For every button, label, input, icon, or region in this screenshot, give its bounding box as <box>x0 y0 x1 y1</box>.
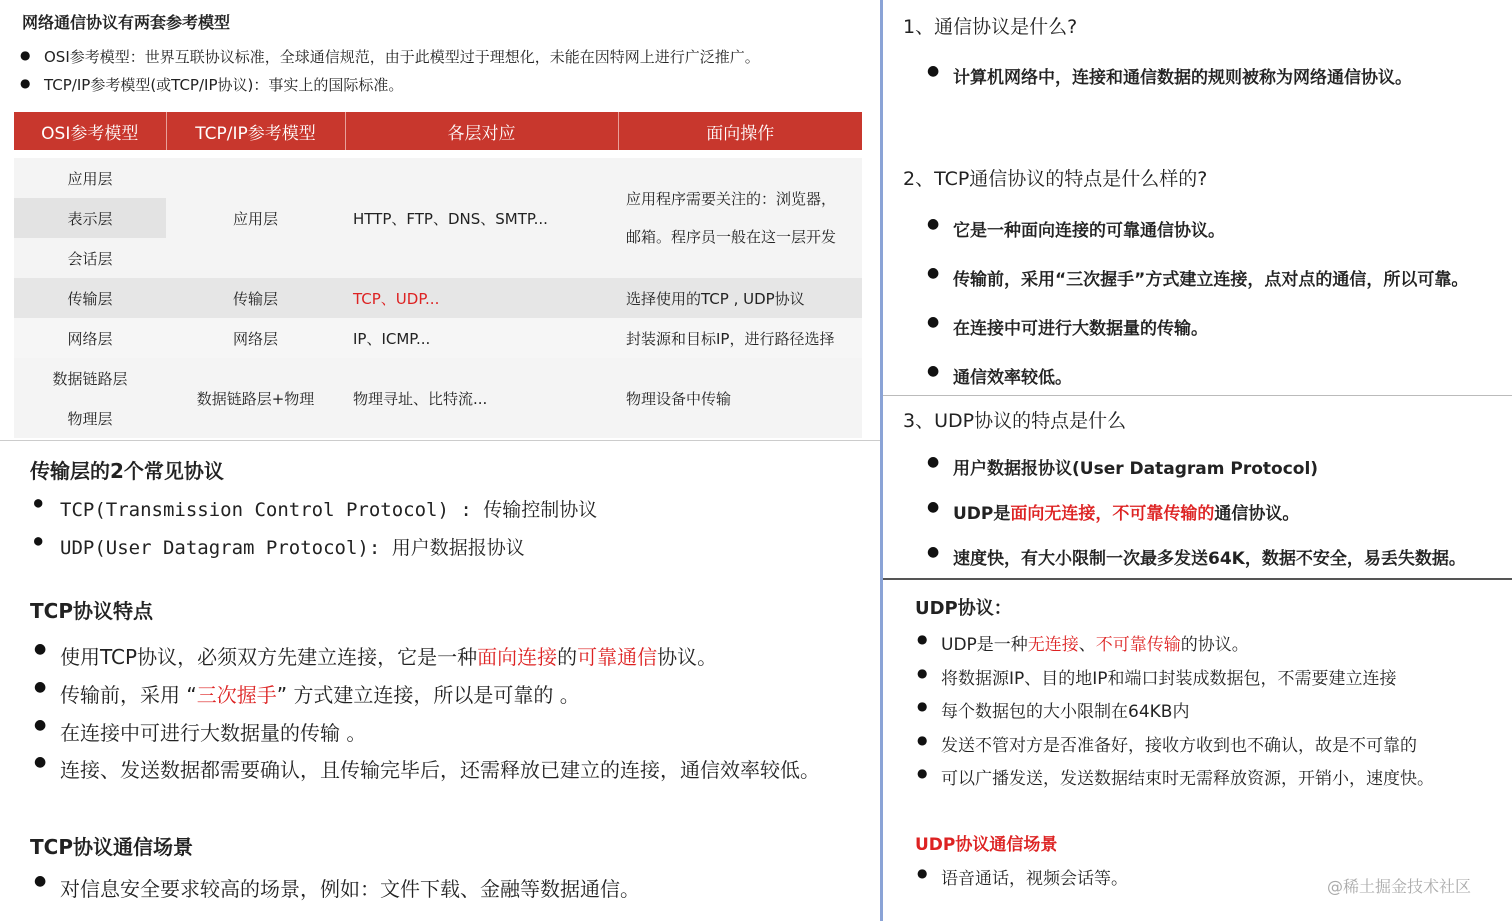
udp-feature: ● 将数据源IP、目的地IP和端口封装成数据包，不需要建立连接 <box>941 664 1397 689</box>
table-header <box>14 112 862 150</box>
osi-cell: 表示层 <box>14 198 166 238</box>
section-heading: UDP协议通信场景 <box>915 835 1058 855</box>
ops-cell: 物理设备中传输 <box>618 358 862 438</box>
tcp-feature <box>60 641 717 670</box>
udp-panel <box>883 580 1512 921</box>
protocol-tcp <box>60 495 597 522</box>
text: 协议。 <box>657 645 718 669</box>
protocol-name: UDP(User Datagram Protocol): <box>60 537 392 559</box>
osi-cell: 数据链路层 <box>14 358 166 398</box>
text: ” 方式建立连接，所以是可靠的 。 <box>276 683 580 707</box>
highlight: 三次握手 <box>196 683 277 707</box>
osi-cell: 会话层 <box>14 238 166 278</box>
ops-line: 应用程序需要关注的：浏览器， <box>626 190 837 208</box>
question: 2、TCP通信协议的特点是什么样的? <box>903 168 1208 190</box>
watermark: @稀土掘金技术社区 <box>1327 877 1472 896</box>
highlight: 面向无连接，不可靠传输的 <box>1010 504 1215 524</box>
section-heading: UDP协议： <box>915 598 1012 619</box>
answer <box>953 499 1299 524</box>
osi-cell: 网络层 <box>14 318 166 358</box>
answer: ● 速度快，有大小限制一次最多发送64K，数据不安全，易丢失数据。 <box>953 544 1466 569</box>
table-row <box>14 358 862 398</box>
mapping-cell: IP、ICMP... <box>345 318 618 358</box>
osi-cell: 传输层 <box>14 278 166 318</box>
udp-feature: ● 可以广播发送，发送数据结束时无需释放资源，开销小，速度快。 <box>941 764 1434 789</box>
answer: ● 传输前，采用“三次握手”方式建立连接，点对点的通信，所以可靠。 <box>953 265 1468 290</box>
section-heading: TCP协议特点 <box>30 599 153 623</box>
panel-title: 网络通信协议有两套参考模型 <box>22 13 231 32</box>
ops-cell <box>618 158 862 278</box>
tcpip-cell: 网络层 <box>166 318 345 358</box>
text: 的 <box>557 645 578 669</box>
section-heading: TCP协议通信场景 <box>30 835 193 859</box>
udp-feature <box>941 630 1249 655</box>
col-ops: 面向操作 <box>618 112 862 150</box>
answer: ● 用户数据报协议(User Datagram Protocol) <box>953 454 1318 479</box>
ops-line: 邮箱。程序员一般在这一层开发 <box>626 228 837 246</box>
text: UDP是一种 <box>941 635 1028 655</box>
question: 1、通信协议是什么? <box>903 16 1078 38</box>
col-mapping: 各层对应 <box>345 112 618 150</box>
highlight: 面向连接 <box>477 645 558 669</box>
transport-protocols-panel <box>0 440 880 922</box>
text: UDP是 <box>953 504 1011 524</box>
section-heading: 传输层的2个常见协议 <box>30 459 224 483</box>
tcp-feature: ● 连接、发送数据都需要确认，且传输完毕后，还需释放已建立的连接，通信效率较低。 <box>60 754 820 783</box>
mapping-cell: 物理寻址、比特流... <box>345 358 618 438</box>
ops-cell: 选择使用的TCP , UDP协议 <box>618 278 862 318</box>
osi-cell: 应用层 <box>14 158 166 198</box>
mapping-cell: HTTP、FTP、DNS、SMTP... <box>345 158 618 278</box>
model-table <box>14 112 862 438</box>
text: 传输前，采用 “ <box>60 683 197 707</box>
osi-model-panel <box>0 0 880 440</box>
text: 的协议。 <box>1180 635 1249 655</box>
table-row <box>14 318 862 358</box>
tcp-scene: ● 对信息安全要求较高的场景，例如：文件下载、金融等数据通信。 <box>60 873 640 902</box>
udp-feature: ● 每个数据包的大小限制在64KB内 <box>941 697 1189 722</box>
protocol-desc: 用户数据报协议 <box>391 537 525 559</box>
protocol-udp <box>60 533 525 560</box>
udp-scene: ● 语音通话，视频会话等。 <box>941 864 1128 889</box>
answer: ● 通信效率较低。 <box>953 363 1072 388</box>
tcpip-cell: 应用层 <box>166 158 345 278</box>
osi-cell: 物理层 <box>14 398 166 438</box>
highlight: 无连接 <box>1027 635 1079 655</box>
mapping-cell: TCP、UDP... <box>345 278 618 318</box>
question: 3、UDP协议的特点是什么 <box>903 410 1127 432</box>
protocol-name: TCP(Transmission Control Protocol) : <box>60 499 484 521</box>
qa-panel <box>883 0 1512 396</box>
col-osi: OSI参考模型 <box>14 112 166 150</box>
text: 、 <box>1078 635 1096 655</box>
protocol-desc: 传输控制协议 <box>483 499 598 521</box>
tcpip-cell: 传输层 <box>166 278 345 318</box>
intro-tcpip: ● TCP/IP参考模型(或TCP/IP协议)：事实上的国际标准。 <box>44 74 403 95</box>
table-row <box>14 278 862 318</box>
tcp-feature: ● 在连接中可进行大数据量的传输 。 <box>60 717 366 746</box>
highlight: 不可靠传输 <box>1095 635 1181 655</box>
answer: ● 计算机网络中，连接和通信数据的规则被称为网络通信协议。 <box>953 63 1412 88</box>
udp-qa-panel <box>883 396 1512 580</box>
ops-cell: 封装源和目标IP，进行路径选择 <box>618 318 862 358</box>
answer: ● 在连接中可进行大数据量的传输。 <box>953 314 1208 339</box>
intro-osi: ● OSI参考模型：世界互联协议标准，全球通信规范，由于此模型过于理想化，未能在因特网上进行广泛推广。 <box>44 46 760 67</box>
text: 通信协议。 <box>1214 504 1300 524</box>
tcp-feature <box>60 679 580 708</box>
udp-feature: ● 发送不管对方是否准备好，接收方收到也不确认，故是不可靠的 <box>941 731 1417 756</box>
text: 使用TCP协议，必须双方先建立连接，它是一种 <box>60 645 478 669</box>
col-tcpip: TCP/IP参考模型 <box>166 112 345 150</box>
tcpip-cell: 数据链路层+物理 <box>166 358 345 438</box>
highlight: 可靠通信 <box>577 645 658 669</box>
answer: ● 它是一种面向连接的可靠通信协议。 <box>953 216 1225 241</box>
table-row <box>14 158 862 198</box>
